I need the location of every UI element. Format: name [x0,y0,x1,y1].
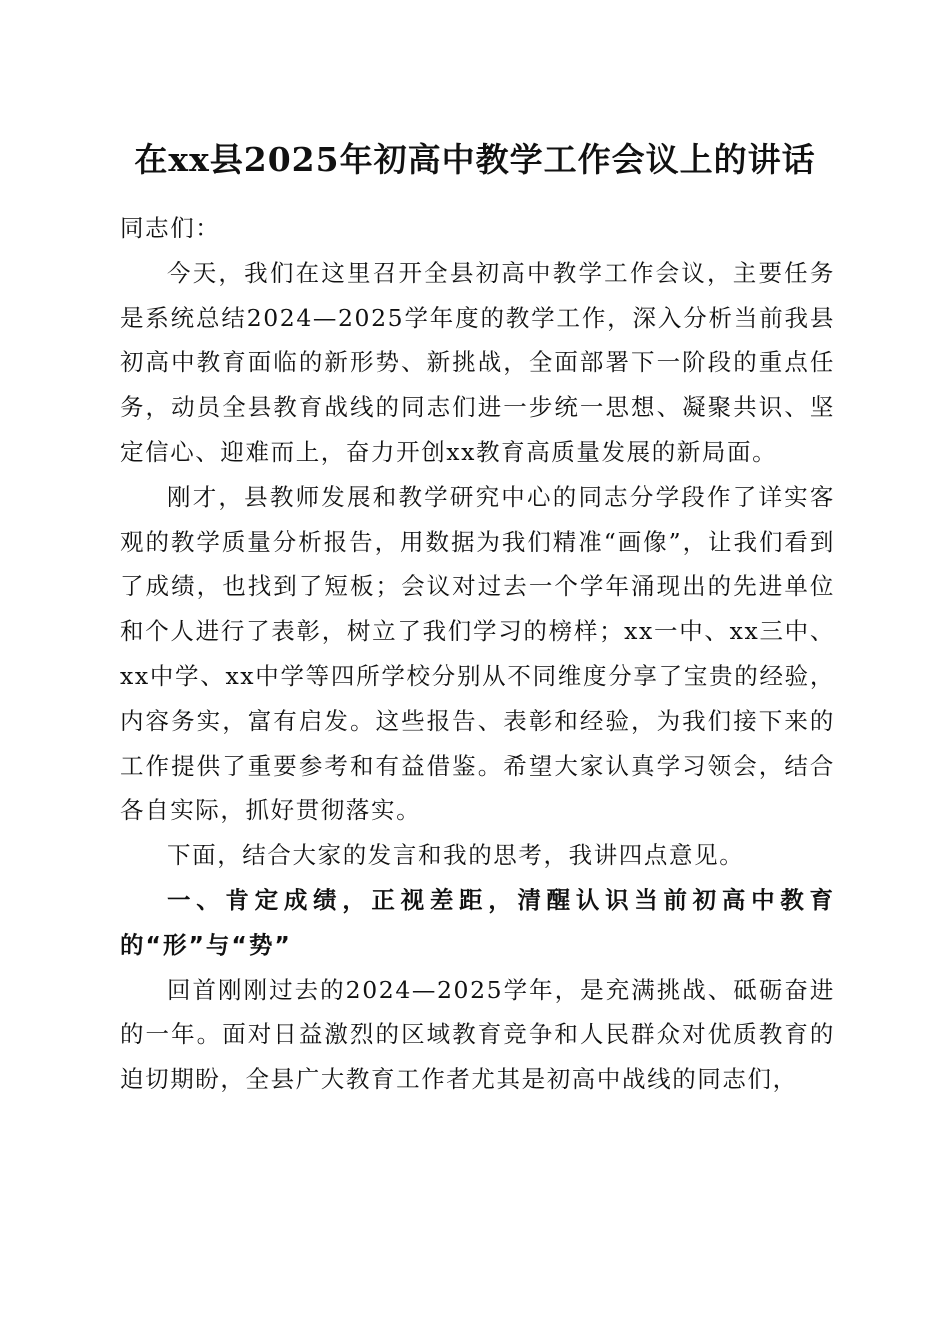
paragraph-transition: 下面，结合大家的发言和我的思考，我讲四点意见。 [167,841,745,870]
section-heading-1: 一、肯定成绩，正视差距，清醒认识当前初高中教育的“形”与“势” [120,885,835,959]
document-body [120,206,835,1102]
section-1-paragraph: 回首刚刚过去的2024—2025学年，是充满挑战、砥砺奋进的一年。面对日益激烈的区域教育竞争和人民群众对优质教育的迫切期盼，全县广大教育工作者尤其是初高中战线的同志们， [120,975,835,1094]
document-title: 在xx县2025年初高中教学工作会议上的讲话 [134,140,816,179]
paragraph-review: 刚才，县教师发展和教学研究中心的同志分学段作了详实客观的教学质量分析报告，用数据为我们精准“画像”，让我们看到了成绩，也找到了短板；会议对过去一个学年涌现出的先进单位和个人进行了表彰，树立了我们学习的榜样；xx一中、xx三中、xx中学、xx中学等四所学校分别从不同维度分享了宝贵的经验，内容务实，富有启发。这些报告、表彰和经验，为我们接下来的工作提供了重要参考和有益借鉴。希望大家认真学习领会，结合各自实际，抓好贯彻落实。 [120,482,835,825]
salutation: 同志们： [120,214,221,242]
paragraph-opening: 今天，我们在这里召开全县初高中教学工作会议，主要任务是系统总结2024—2025学年度的教学工作，深入分析当前我县初高中教育面临的新形势、新挑战，全面部署下一阶段的重点任务，动员全县教育战线的同志们进一步统一思想、凝聚共识、坚定信心、迎难而上，奋力开创xx教育高质量发展的新局面。 [120,258,835,466]
